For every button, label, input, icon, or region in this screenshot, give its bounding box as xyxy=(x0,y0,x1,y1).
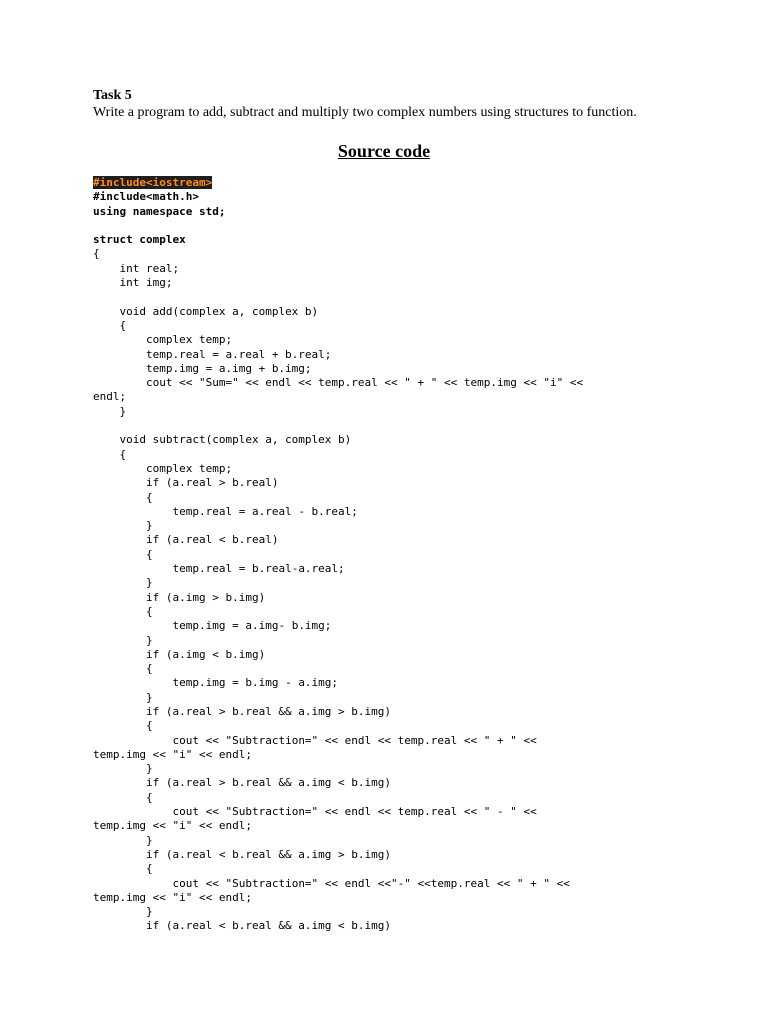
code-line: #include<math.h> xyxy=(93,190,199,204)
code-line: cout << "Subtraction=" << endl <<"-" <<temp.real << " + " << xyxy=(93,876,570,890)
code-line: int real; xyxy=(93,261,180,275)
code-line: } xyxy=(93,905,153,919)
code-line: if (a.real > b.real && a.img > b.img) xyxy=(93,704,392,718)
code-line: using namespace std; xyxy=(93,204,226,218)
code-line: temp.img = a.img- b.img; xyxy=(93,619,332,633)
code-line: } xyxy=(93,519,153,533)
code-line: if (a.real > b.real) xyxy=(93,476,279,490)
code-line: temp.real = a.real + b.real; xyxy=(93,347,332,361)
code-line: { xyxy=(93,662,153,676)
code-line: { xyxy=(93,318,127,332)
code-line: temp.img = b.img - a.img; xyxy=(93,676,339,690)
code-line: struct complex xyxy=(93,233,186,247)
code-line xyxy=(93,419,693,433)
code-line: { xyxy=(93,719,153,733)
code-line: cout << "Subtraction=" << endl << temp.real << " - " << xyxy=(93,805,537,819)
code-line: cout << "Sum=" << endl << temp.real << " + " << temp.img << "i" << xyxy=(93,376,584,390)
code-line: temp.real = a.real - b.real; xyxy=(93,504,358,518)
section-heading: Source code xyxy=(337,141,431,161)
task-title: Task 5 xyxy=(93,88,132,103)
code-line: { xyxy=(93,790,153,804)
code-line: { xyxy=(93,490,153,504)
code-line: { xyxy=(93,862,153,876)
code-line xyxy=(93,219,693,233)
code-line: temp.img << "i" << endl; xyxy=(93,819,252,833)
code-line: } xyxy=(93,833,153,847)
code-line: { xyxy=(93,447,127,461)
code-line: { xyxy=(93,247,100,261)
code-line: if (a.real > b.real && a.img < b.img) xyxy=(93,776,392,790)
code-line: void add(complex a, complex b) xyxy=(93,304,319,318)
code-line: complex temp; xyxy=(93,461,233,475)
code-line: } xyxy=(93,576,153,590)
source-code-block xyxy=(93,176,693,934)
task-description: Write a program to add, subtract and multiply two complex numbers using structures to function. xyxy=(93,105,637,120)
code-line xyxy=(93,176,693,190)
code-line: } xyxy=(93,404,127,418)
code-line: { xyxy=(93,604,153,618)
code-line: } xyxy=(93,690,153,704)
code-line: if (a.real < b.real) xyxy=(93,533,279,547)
code-line xyxy=(93,290,693,304)
code-line: } xyxy=(93,633,153,647)
code-line: cout << "Subtraction=" << endl << temp.real << " + " << xyxy=(93,733,537,747)
code-line: int img; xyxy=(93,276,173,290)
code-line: if (a.img < b.img) xyxy=(93,647,266,661)
code-line: { xyxy=(93,547,153,561)
code-line: if (a.real < b.real && a.img < b.img) xyxy=(93,919,392,933)
code-line: if (a.real < b.real && a.img > b.img) xyxy=(93,847,392,861)
code-line: temp.img << "i" << endl; xyxy=(93,747,252,761)
code-line: endl; xyxy=(93,390,127,404)
code-line: void subtract(complex a, complex b) xyxy=(93,433,352,447)
code-line: complex temp; xyxy=(93,333,233,347)
code-line: temp.real = b.real-a.real; xyxy=(93,562,345,576)
highlighted-include: #include<iostream> xyxy=(93,176,213,189)
code-line: temp.img = a.img + b.img; xyxy=(93,361,312,375)
code-line: } xyxy=(93,762,153,776)
code-line: temp.img << "i" << endl; xyxy=(93,890,252,904)
code-line: if (a.img > b.img) xyxy=(93,590,266,604)
